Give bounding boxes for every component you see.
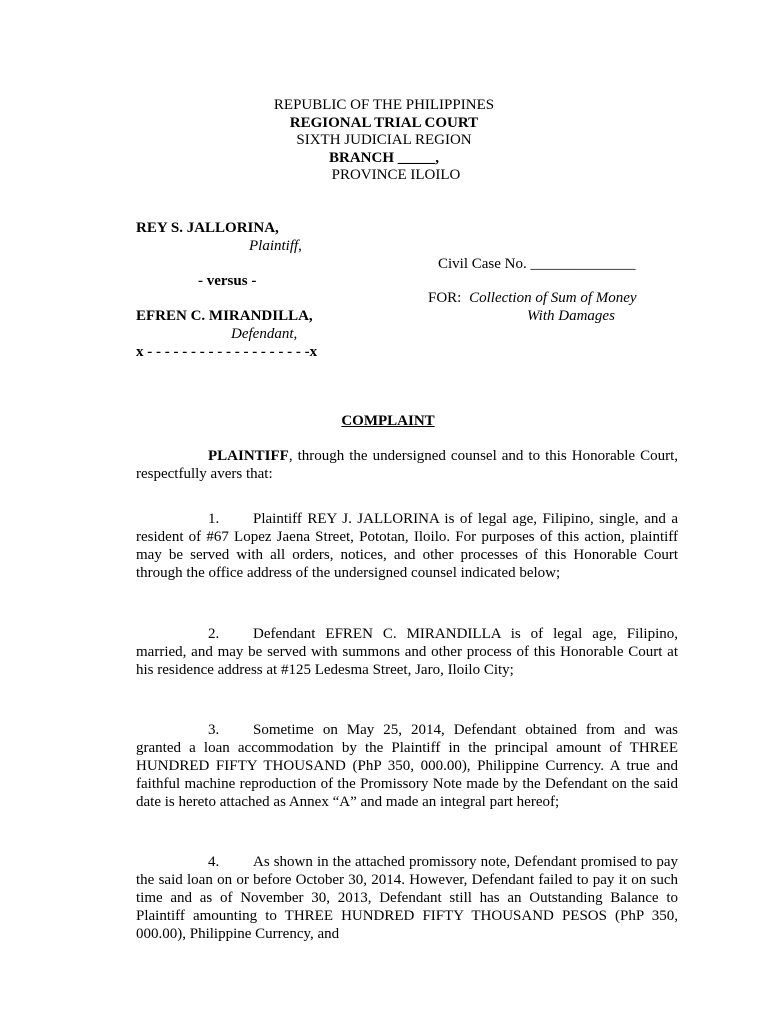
paragraph-number: 2. <box>208 626 220 642</box>
cause-of-action-cont: With Damages <box>527 308 615 324</box>
plaintiff-role-line <box>249 237 302 255</box>
caption-separator: x - - - - - - - - - - - - - - - - - - -x <box>136 344 318 360</box>
plaintiff-role-comma: , <box>298 238 302 254</box>
court-header-branch: BRANCH _____, <box>328 150 439 166</box>
paragraph-1 <box>136 510 678 582</box>
document-title: COMPLAINT <box>341 413 435 429</box>
intro-bold: PLAINTIFF <box>208 448 289 464</box>
paragraph-4 <box>136 853 678 943</box>
court-header-region: SIXTH JUDICIAL REGION <box>296 132 472 148</box>
paragraph-number: 1. <box>208 511 220 527</box>
cause-of-action: Collection of Sum of Money <box>469 290 637 306</box>
paragraph-text: As shown in the attached promissory note, Defendant promised to pay the said loan on or before October 30, 2014. However, Defendant failed to pay it on such time and as of November 30, 2013, Defendant still has an Outstanding Balance to Plaintiff amounting to THREE HUNDRED FIFTY THOUSAND PESOS (PhP 350, 000.00), Philippine Currency, and <box>136 854 678 942</box>
defendant-role-line <box>231 325 297 343</box>
plaintiff-name: REY S. JALLORINA, <box>136 220 279 236</box>
paragraph-number: 4. <box>208 854 220 870</box>
paragraph-text: Plaintiff REY J. JALLORINA is of legal age, Filipino, single, and a resident of #67 Lopez Jaena Street, Pototan, Iloilo. For purposes of this action, plaintiff may be served with all orders, notices, and other processes of this Honorable Court through the office address of the undersigned counsel indicated below; <box>136 511 678 581</box>
court-header-republic: REPUBLIC OF THE PHILIPPINES <box>273 97 495 113</box>
court-header-rtc: REGIONAL TRIAL COURT <box>289 115 479 131</box>
paragraph-text: Defendant EFREN C. MIRANDILLA is of legal age, Filipino, married, and may be served with summons and other process of this Honorable Court at his residence address at #125 Ledesma Street, Jaro, Iloilo City; <box>136 626 678 678</box>
for-label: FOR: <box>428 290 462 306</box>
intro-paragraph <box>136 447 678 483</box>
paragraph-2 <box>136 625 678 679</box>
court-header-province: PROVINCE ILOILO <box>331 167 461 183</box>
defendant-role: Defendant <box>231 326 294 342</box>
paragraph-text: Sometime on May 25, 2014, Defendant obtained from and was granted a loan accommodation by the Plaintiff in the principal amount of THREE HUNDRED FIFTY THOUSAND (PhP 350, 000.00), Philippine Currency. A true and faithful machine reproduction of the Promissory Note made by the Defendant on the said date is hereto attached as Annex “A” and made an integral part hereof; <box>136 722 678 810</box>
defendant-role-comma: , <box>293 326 298 342</box>
defendant-name: EFREN C. MIRANDILLA, <box>136 308 313 324</box>
paragraph-3 <box>136 721 678 811</box>
plaintiff-role: Plaintiff <box>249 238 299 254</box>
civil-case-number: Civil Case No. ______________ <box>438 256 636 272</box>
paragraph-number: 3. <box>208 722 220 738</box>
intro-text: , through the undersigned counsel and to this Honorable Court, respectfully avers that: <box>136 448 678 482</box>
for-line <box>428 289 637 307</box>
versus-label: - versus - <box>198 273 257 289</box>
